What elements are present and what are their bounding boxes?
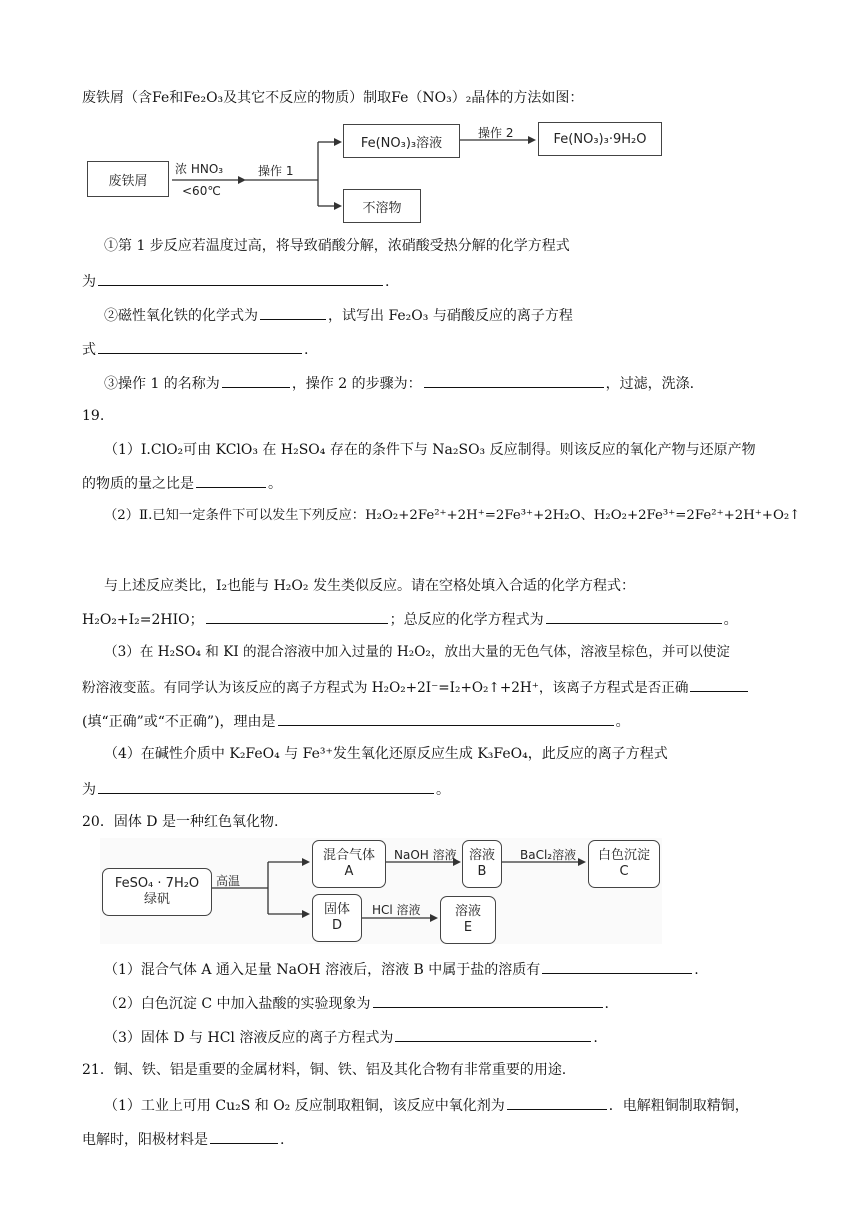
text: 溶液 [468, 848, 495, 863]
text: C [619, 864, 629, 879]
text: E [463, 920, 473, 935]
text: 绿矾 [143, 892, 170, 907]
text: . [604, 996, 609, 1012]
p19-number: 19. [82, 408, 105, 424]
text: . [304, 342, 309, 358]
p19-q3-line1: （3）在 H₂SO₄ 和 KI 的混合溶液中加入过量的 H₂O₂，放出大量的无色气体，溶液呈棕色，并可以使淀 [104, 644, 730, 660]
text: ③操作 1 的名称为 [104, 376, 220, 392]
text: （1）工业上可用 Cu₂S 和 O₂ 反应制取粗铜，该反应中氧化剂为 [104, 1098, 505, 1114]
p19-q2-line1: （2）Ⅱ.已知一定条件下可以发生下列反应：H₂O₂+2Fe²⁺+2H⁺=2Fe³⁺+2H₂O、H₂O₂+2Fe³⁺=2Fe²⁺+2H⁺+O₂↑ [104, 508, 801, 523]
text: 。 [723, 612, 738, 628]
p20-q1 [104, 958, 699, 980]
text: (填“正确”或“不正确”)，理由是 [82, 714, 276, 730]
hydrate-product-box: Fe(NO₃)₃·9H₂O [538, 122, 662, 156]
text: 混合气体 [322, 848, 375, 863]
p20-q2 [104, 992, 609, 1014]
text: ，试写出 Fe₂O₃ 与硝酸反应的离子方程 [328, 308, 573, 324]
p20-q3 [104, 1026, 598, 1048]
solution-e-box [440, 896, 496, 944]
text: 。 [615, 714, 630, 730]
text: 粉溶液变蓝。有同学认为该反应的离子方程式为 H₂O₂+2I⁻=I₂+O₂↑+2H⁺，该离子方程式是否正确 [82, 680, 689, 696]
solid-d-box [312, 894, 362, 942]
temperature-label: <60℃ [182, 184, 221, 198]
text: 固体 [323, 902, 350, 917]
text: 电解时，阳极材料是 [82, 1132, 208, 1148]
gas-a-box [312, 840, 386, 888]
text: ，操作 2 的步骤为： [291, 376, 422, 392]
conc-hno3-label: 浓 HNO₃ [175, 162, 224, 176]
text: . [694, 962, 699, 978]
hcl-label: HCl 溶液 [372, 903, 421, 917]
naoh-label: NaOH 溶液 [394, 848, 457, 862]
bacl2-label: BaCl₂溶液 [520, 848, 577, 862]
answer-blank[interactable] [507, 1094, 607, 1110]
answer-blank[interactable] [373, 992, 603, 1008]
p20-heading: 20．固体 D 是一种红色氧化物. [82, 814, 279, 830]
insoluble-box: 不溶物 [343, 189, 421, 223]
text: . [280, 1132, 285, 1148]
text: 为 [82, 782, 96, 798]
p21-q1-line1 [104, 1094, 749, 1116]
p21-q1-line2 [82, 1128, 284, 1150]
text: ；总反应的化学方程式为 [389, 612, 544, 628]
text: （1）混合气体 A 通入足量 NaOH 溶液后，溶液 B 中属于盐的溶质有 [104, 962, 541, 978]
p19-q2-line2: 与上述反应类比，I₂也能与 H₂O₂ 发生类似反应。请在空格处填入合适的化学方程式： [104, 578, 635, 594]
high-temp-label: 高温 [216, 874, 241, 888]
scrap-iron-box: 废铁屑 [87, 161, 169, 197]
fe-nitrate-solution-box: Fe(NO₃)₃溶液 [343, 124, 460, 158]
text: H₂O₂+I₂=2HIO； [82, 612, 204, 628]
text: FeSO₄ · 7H₂O [114, 876, 200, 891]
text: ，过滤，洗涤. [605, 376, 695, 392]
text: D [331, 918, 342, 933]
p19-q1-line1: （1）Ⅰ.ClO₂可由 KClO₃ 在 H₂SO₄ 存在的条件下与 Na₂SO₃ 反应制得。则该反应的氧化产物与还原产物 [104, 442, 756, 458]
text: 。 [268, 476, 282, 492]
text: ②磁性氧化铁的化学式为 [104, 308, 258, 324]
text: B [477, 864, 487, 879]
p18-intro: 废铁屑（含Fe和Fe₂O₃及其它不反应的物质）制取Fe（NO₃）₂晶体的方法如图： [82, 90, 584, 106]
text: 式 [82, 342, 96, 358]
text: 的物质的量之比是 [82, 476, 194, 492]
answer-blank[interactable] [395, 1026, 591, 1042]
text: A [344, 864, 354, 879]
white-precipitate-c-box [588, 840, 660, 888]
solution-b-box [462, 840, 502, 888]
text: 白色沉淀 [597, 848, 650, 863]
text: 溶液 [454, 904, 481, 919]
answer-blank[interactable] [210, 1128, 278, 1144]
text: （2）白色沉淀 C 中加入盐酸的实验现象为 [104, 996, 371, 1012]
p18-q1-line1: ①第 1 步反应若温度过高，将导致硝酸分解，浓硝酸受热分解的化学方程式 [104, 238, 570, 254]
text: 为 [82, 274, 96, 290]
text: （3）固体 D 与 HCl 溶液反应的离子方程式为 [104, 1030, 394, 1046]
operation-2-label: 操作 2 [478, 126, 514, 140]
operation-1-label: 操作 1 [258, 164, 294, 178]
text: ．电解粗铜制取精铜， [608, 1098, 749, 1114]
green-vitriol-box [102, 868, 212, 916]
p19-q4-line1: （4）在碱性介质中 K₂FeO₄ 与 Fe³⁺发生氧化还原反应生成 K₃FeO₄，此反应的离子方程式 [104, 746, 668, 762]
text: 。 [436, 782, 450, 798]
text: . [385, 274, 390, 290]
answer-blank[interactable] [542, 958, 692, 974]
text: . [593, 1030, 598, 1046]
p21-heading: 21．铜、铁、铝是重要的金属材料，铜、铁、铝及其化合物有非常重要的用途. [82, 1062, 567, 1078]
